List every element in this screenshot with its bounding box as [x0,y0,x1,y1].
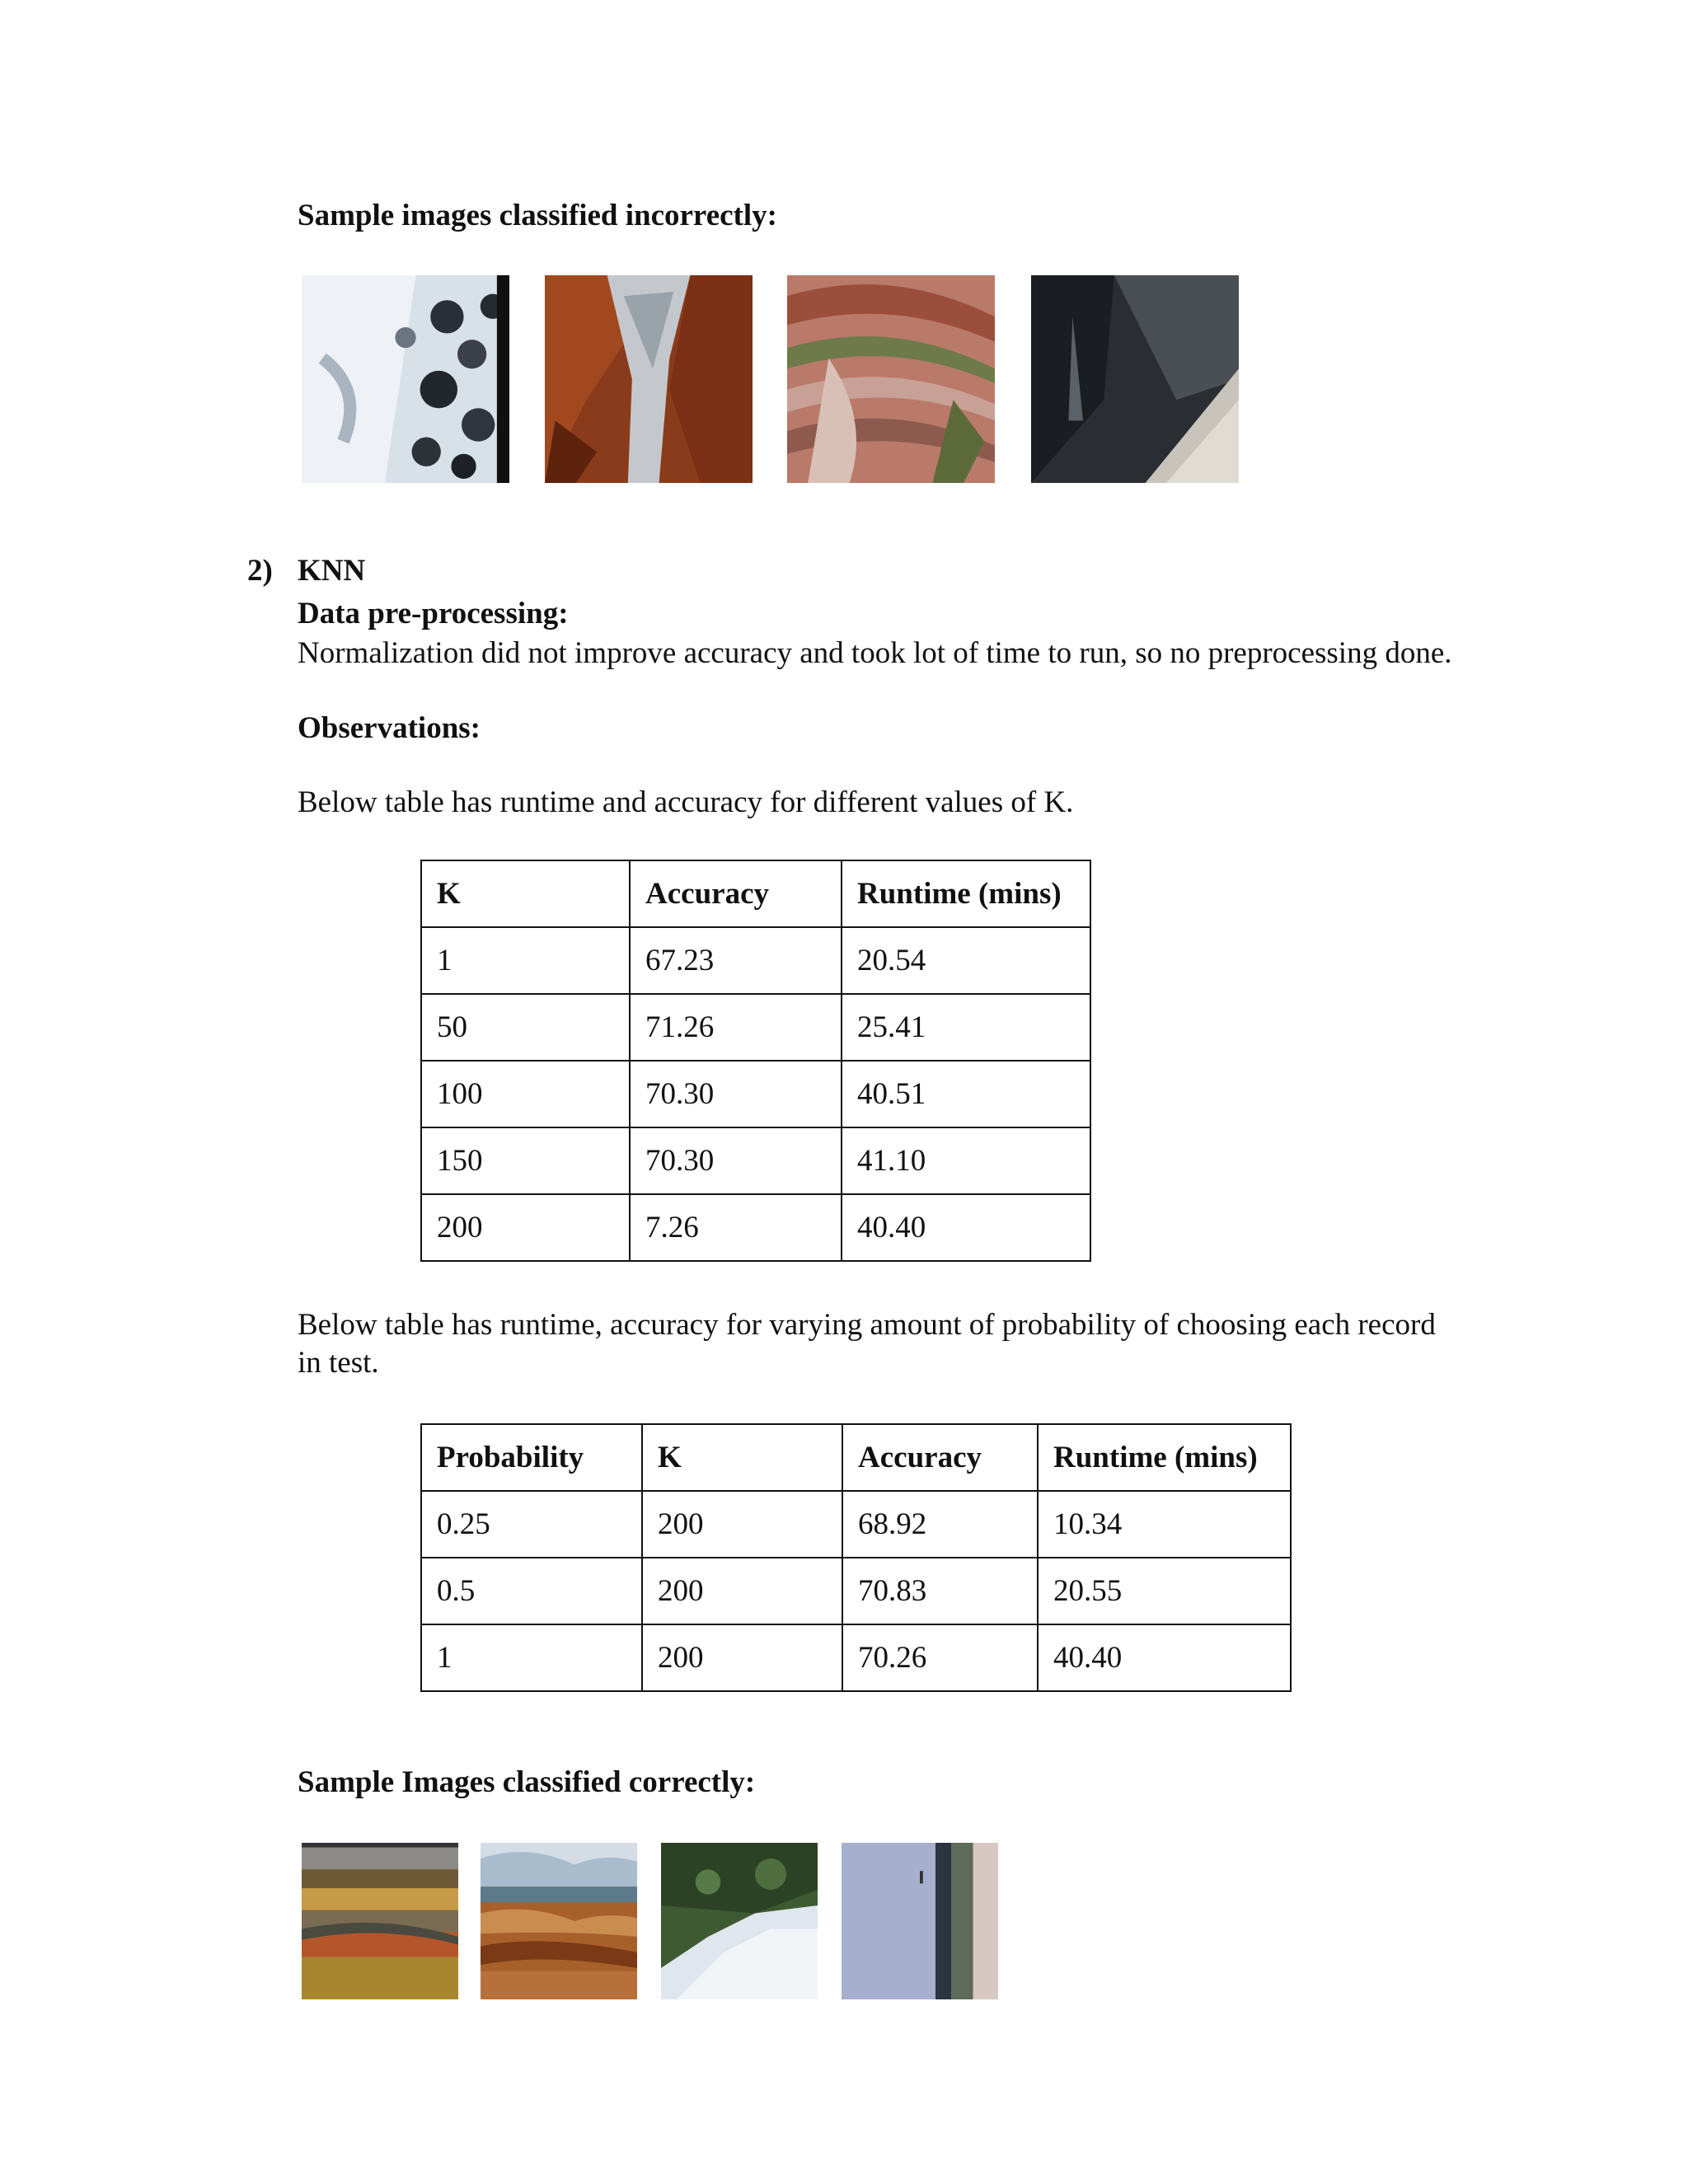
section-number: 2) [247,554,273,588]
table-cell: 200 [642,1558,842,1624]
column-header: Runtime (mins) [842,860,1090,927]
table-cell: 200 [642,1624,842,1691]
snowy-slope-icon [661,1843,818,1999]
column-header: Accuracy [842,1424,1038,1491]
table-cell: 100 [421,1061,630,1127]
table-header-row [421,1424,1291,1491]
canyon-vista-icon [481,1843,637,1999]
column-header: Probability [421,1424,642,1491]
preprocessing-heading: Data pre-processing: [298,597,569,630]
table-cell: 200 [642,1491,842,1558]
k-accuracy-table [420,860,1091,1262]
table1-intro: Below table has runtime and accuracy for different values of K. [298,785,1074,819]
table-row [421,1624,1291,1691]
observations-heading: Observations: [298,711,481,745]
column-header: Accuracy [630,860,842,927]
table-cell: 0.25 [421,1491,642,1558]
preprocessing-text: Normalization did not improve accuracy and took lot of time to run, so no preprocessing done. [298,636,1452,670]
canyon-layers-icon [302,1843,458,1999]
table-row [421,994,1090,1061]
table-cell: 20.54 [842,927,1090,994]
table-cell: 150 [421,1127,630,1194]
striped-rock-icon [787,275,995,483]
table-cell: 67.23 [630,927,842,994]
incorrect-samples-heading: Sample images classified incorrectly: [298,199,777,232]
table-cell: 40.51 [842,1061,1090,1127]
column-header: K [421,860,630,927]
column-header: Runtime (mins) [1038,1424,1291,1491]
table-cell: 20.55 [1038,1558,1291,1624]
table-cell: 50 [421,994,630,1061]
table-cell: 1 [421,1624,642,1691]
table-cell: 40.40 [1038,1624,1291,1691]
table-cell: 70.26 [842,1624,1038,1691]
table-cell: 70.30 [630,1061,842,1127]
table-row [421,1558,1291,1624]
table-row [421,1061,1090,1127]
table-row [421,1127,1090,1194]
table-row [421,1491,1291,1558]
table-cell: 70.83 [842,1558,1038,1624]
canyon-arch-icon [545,275,753,483]
table2-intro-line1: Below table has runtime, accuracy for varying amount of probability of choosing each record [298,1308,1436,1342]
table-cell: 41.10 [842,1127,1090,1194]
table-row [421,927,1090,994]
table-header-row [421,860,1090,927]
column-header: K [642,1424,842,1491]
table-cell: 0.5 [421,1558,642,1624]
dark-cliff-icon [1031,275,1239,483]
table-cell: 1 [421,927,630,994]
table-cell: 70.30 [630,1127,842,1194]
table-cell: 7.26 [630,1194,842,1261]
table-cell: 40.40 [842,1194,1090,1261]
table-cell: 25.41 [842,994,1090,1061]
table-cell: 200 [421,1194,630,1261]
section-title: KNN [298,554,366,588]
waterfall-icon [302,275,509,483]
table-row [421,1194,1090,1261]
sky-cliff-icon [842,1843,998,1999]
correct-samples-heading: Sample Images classified correctly: [298,1765,756,1799]
table-cell: 71.26 [630,994,842,1061]
table2-intro-line2: in test. [298,1346,379,1380]
table-cell: 10.34 [1038,1491,1291,1558]
probability-table [420,1423,1292,1692]
table-cell: 68.92 [842,1491,1038,1558]
